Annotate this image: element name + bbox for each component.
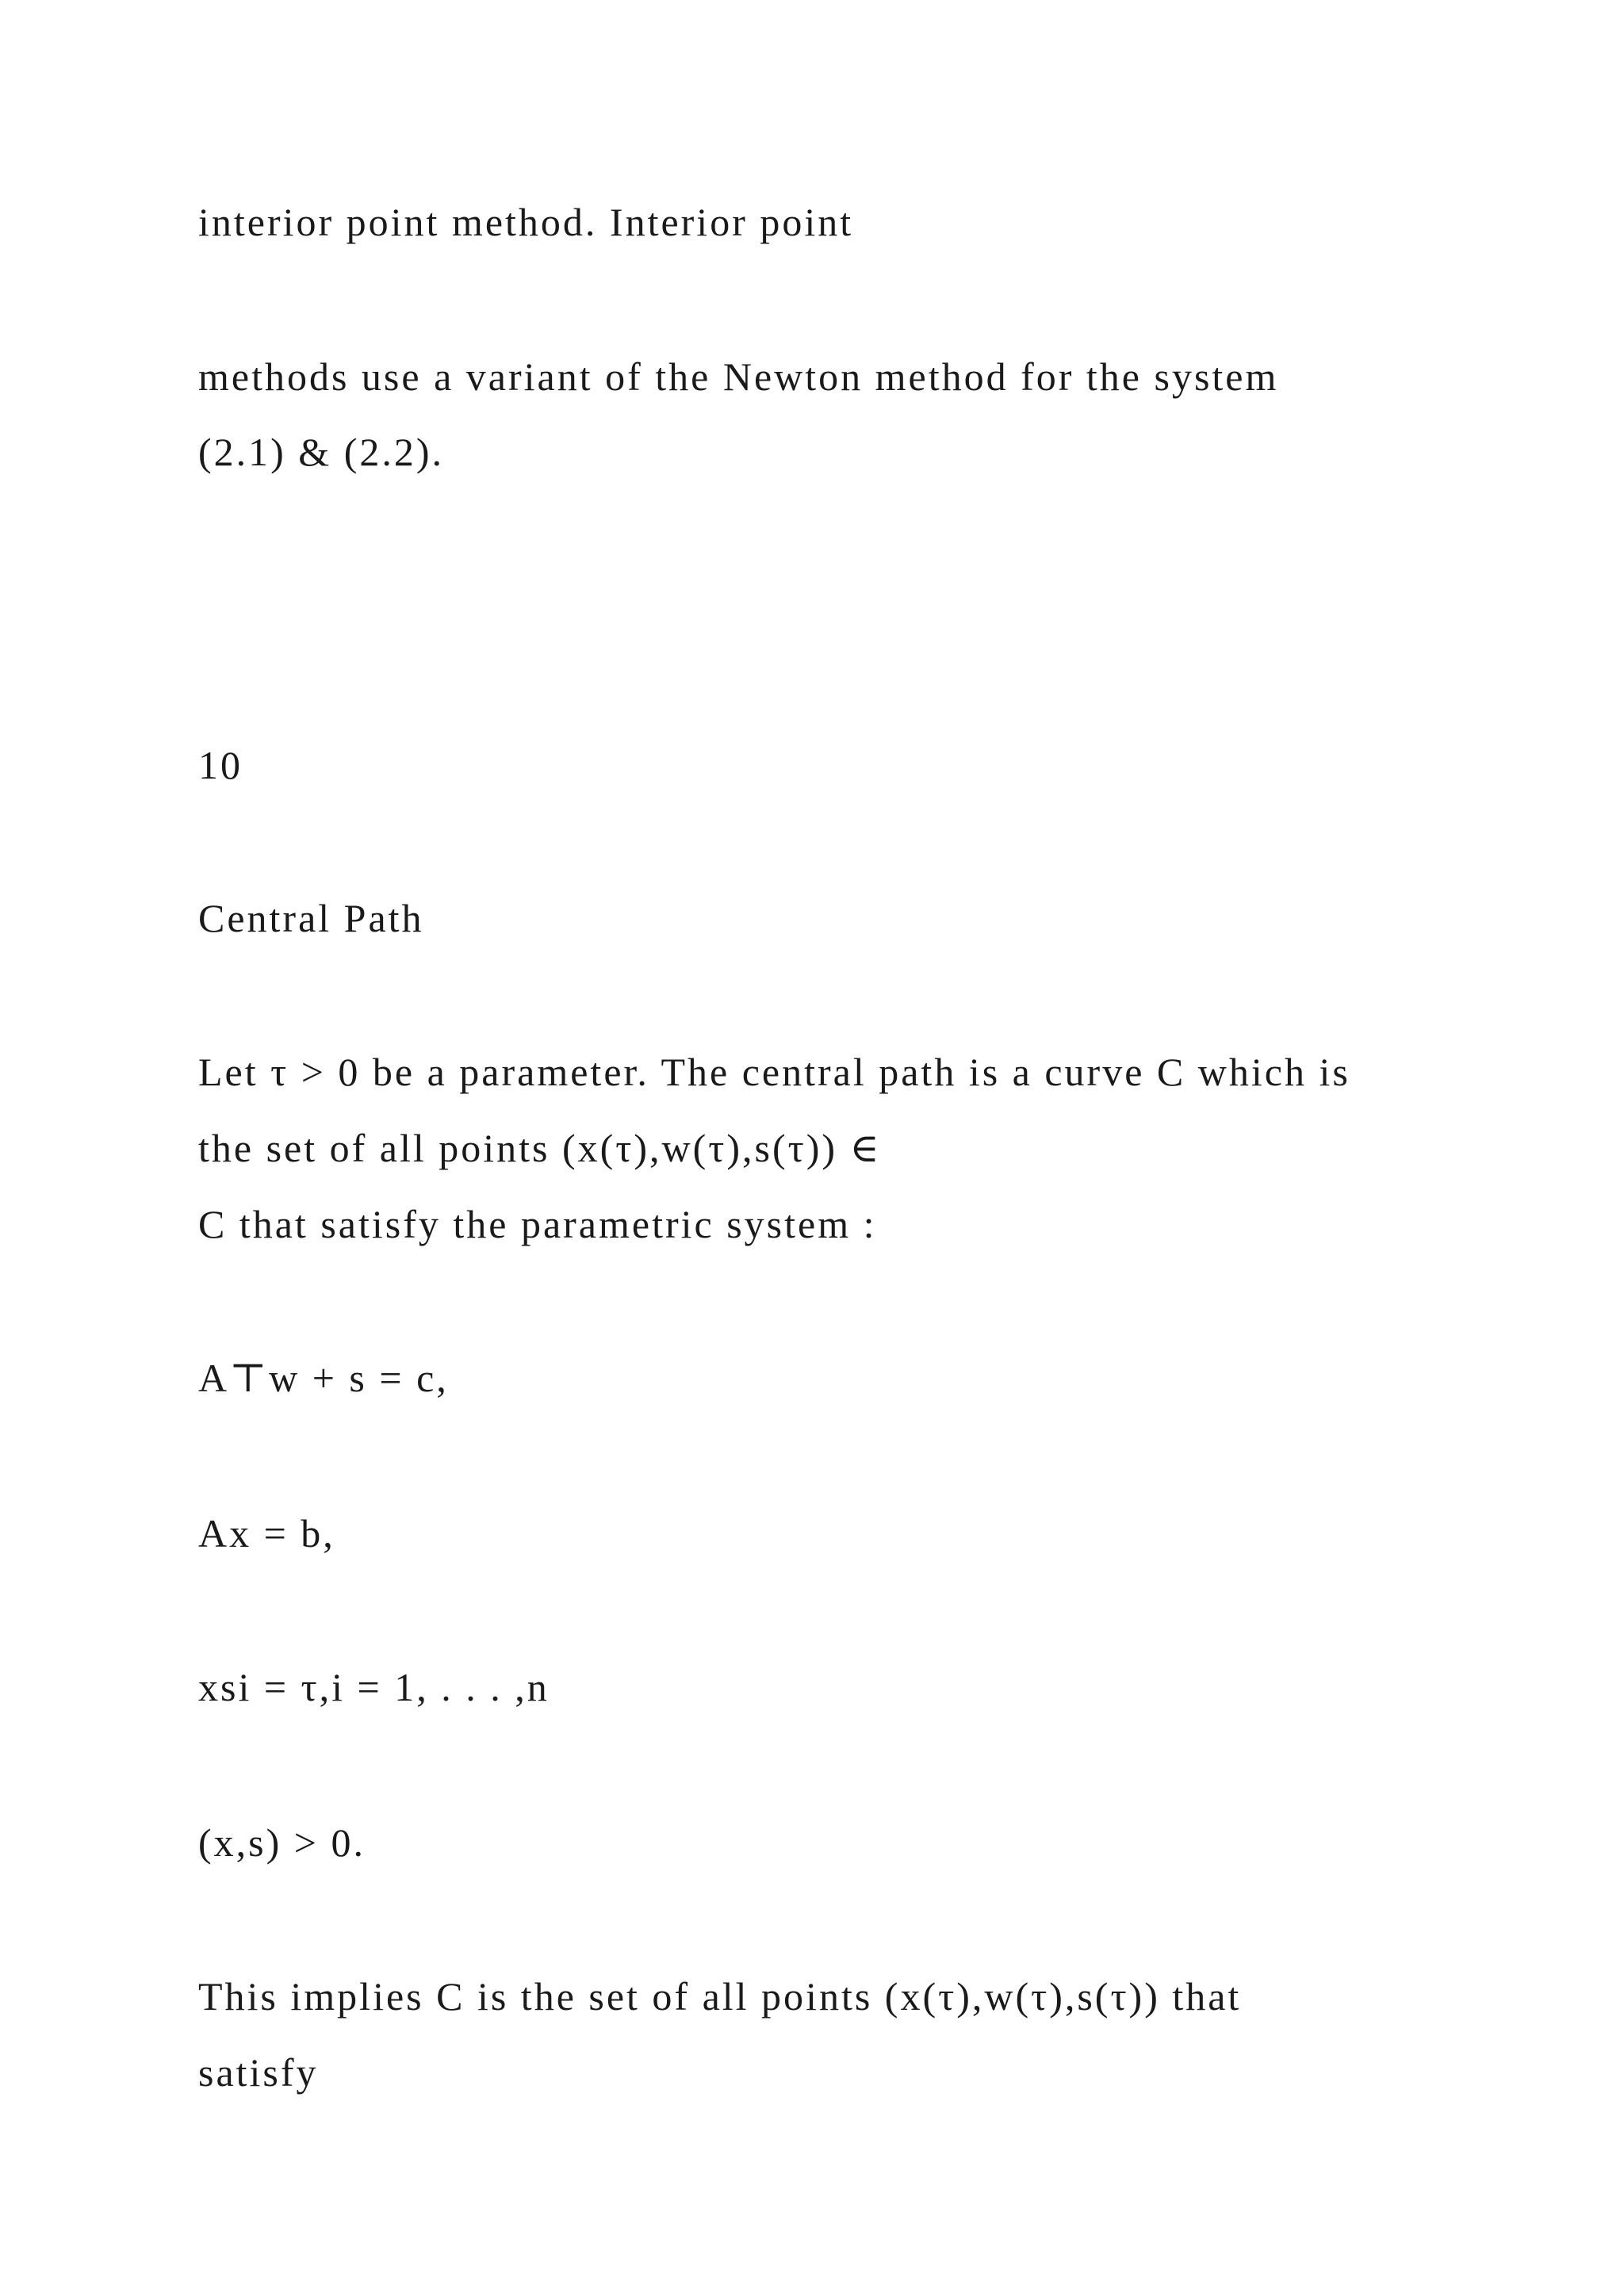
text-line-parametric-system: C that satisfy the parametric system : [198,1202,877,1246]
equation-dual-feasibility: A⊤w + s = c, [198,1356,449,1400]
section-heading: Central Path [198,896,424,940]
equation-complementarity: xsi = τ,i = 1, . . . ,n [198,1665,550,1709]
text-line-set-of-points: the set of all points (x(τ),w(τ),s(τ)) ∈ [198,1126,882,1170]
text-line-satisfy: satisfy [198,2050,319,2095]
equation-primal-feasibility: Ax = b, [198,1511,335,1556]
text-line-interior-point: interior point method. Interior point [198,200,854,244]
text-line-newton-method: methods use a variant of the Newton method for the system [198,354,1279,399]
equation-positivity: (x,s) > 0. [198,1820,366,1865]
page-number: 10 [198,743,243,787]
text-line-parameter: Let τ > 0 be a parameter. The central path is a curve C which is [198,1050,1350,1094]
text-line-implies: This implies C is the set of all points (x(τ),w(τ),s(τ)) that [198,1974,1242,2019]
text-line-system-ref: (2.1) & (2.2). [198,430,444,474]
